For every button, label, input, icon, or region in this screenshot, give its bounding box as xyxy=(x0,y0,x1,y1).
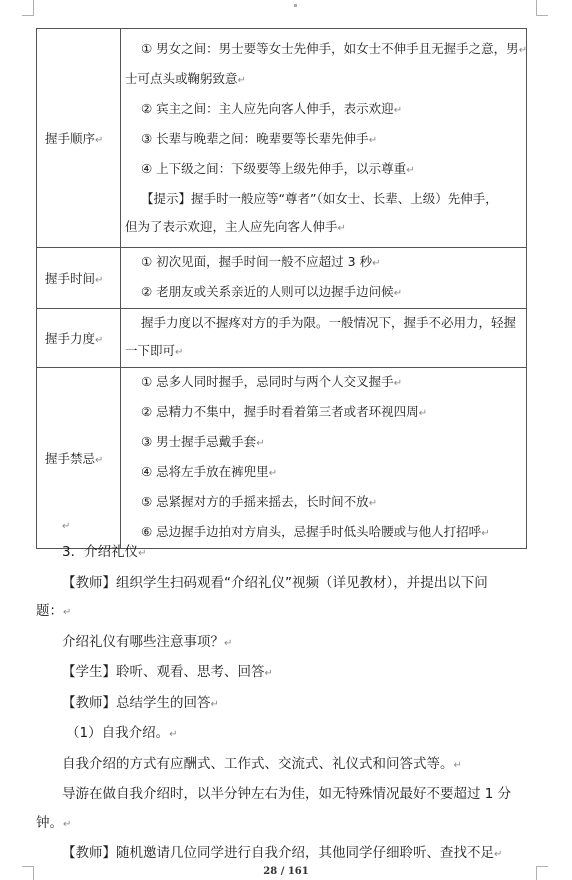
content-line: ③ 长辈与晚辈之间：晚辈要等长辈先伸手↵ xyxy=(141,131,378,146)
content-line: ② 老朋友或关系亲近的人则可以边握手边问候↵ xyxy=(141,284,403,299)
row-label-cell: 握手力度↵ xyxy=(37,309,121,368)
row-content-cell xyxy=(121,29,527,248)
content-line: ③ 男士握手忌戴手套↵ xyxy=(141,434,265,449)
row-label-cell: 握手时间↵ xyxy=(37,248,121,309)
table-row xyxy=(37,248,527,309)
section-title: 3．介绍礼仪↵ xyxy=(62,544,147,560)
row-label-cell: 握手顺序↵ xyxy=(37,29,121,248)
paragraph: 【学生】聆听、观看、思考、回答↵ xyxy=(62,664,273,680)
page-number: 28 / 161 xyxy=(263,866,309,877)
row-content-cell xyxy=(121,248,527,309)
crop-mark-top-left xyxy=(22,0,34,16)
content-line: 但为了表示欢迎，主人应先向客人伸手↵ xyxy=(125,219,346,234)
crop-mark-top-right xyxy=(536,0,548,16)
content-line: ④ 上下级之间：下级要等上级先伸手，以示尊重↵ xyxy=(141,161,415,176)
row-label-cell: 握手禁忌↵ xyxy=(37,368,121,549)
content-line: ④ 忌将左手放在裤兜里↵ xyxy=(141,464,278,479)
paragraph: 导游在做自我介绍时，以半分钟左右为佳，如无特殊情况最好不要超过 1 分 xyxy=(62,786,512,802)
paragraph: 钟。↵ xyxy=(36,814,72,831)
paragraph: 【教师】随机邀请几位同学进行自我介绍，其他同学仔细聆听、查找不足↵ xyxy=(62,845,503,861)
content-line: ① 初次见面，握手时间一般不应超过 3 秒↵ xyxy=(141,254,381,269)
content-line: 士可点头或鞠躬致意↵ xyxy=(125,71,246,86)
header-dot xyxy=(294,4,297,7)
content-line: ① 男女之间：男士要等女士先伸手，如女士不伸手且无握手之意，男↵ xyxy=(141,41,528,56)
paragraph: 【教师】总结学生的回答↵ xyxy=(62,694,219,711)
table-row xyxy=(37,309,527,368)
document-body xyxy=(36,514,536,870)
paragraph: 自我介绍的方式有应酬式、工作式、交流式、礼仪式和问答式等。↵ xyxy=(62,755,462,772)
table-row xyxy=(37,29,527,248)
paragraph: 介绍礼仪有哪些注意事项？↵ xyxy=(62,633,233,650)
paragraph: 题：↵ xyxy=(36,603,72,619)
content-line: ① 忌多人同时握手，忌同时与两个人交叉握手↵ xyxy=(141,374,403,389)
subsection-title: （1）自我介绍。↵ xyxy=(66,725,178,741)
handshake-etiquette-table xyxy=(36,28,527,549)
content-line: ⑥ 忌边握手边拍对方肩头，忌握手时低头哈腰或与他人打招呼↵ xyxy=(141,524,490,539)
empty-paragraph: ↵ xyxy=(62,521,71,532)
content-line: ⑤ 忌紧握对方的手摇来摇去，长时间不放↵ xyxy=(141,494,378,509)
paragraph: 【教师】组织学生扫码观看“介绍礼仪”视频（详见教材），并提出以下问 xyxy=(62,574,488,591)
row-content-cell xyxy=(121,309,527,368)
content-line: 【提示】握手时一般应等“尊者”（如女士、长辈、上级）先伸手， xyxy=(141,191,498,206)
content-line: 一下即可↵ xyxy=(125,343,184,358)
content-line: 握手力度以不握疼对方的手为限。一般情况下，握手不必用力，轻握 xyxy=(141,315,517,330)
content-line: ② 忌精力不集中，握手时看着第三者或者环视四周↵ xyxy=(141,404,428,419)
content-line: ② 宾主之间：主人应先向客人伸手，表示欢迎↵ xyxy=(141,101,403,116)
